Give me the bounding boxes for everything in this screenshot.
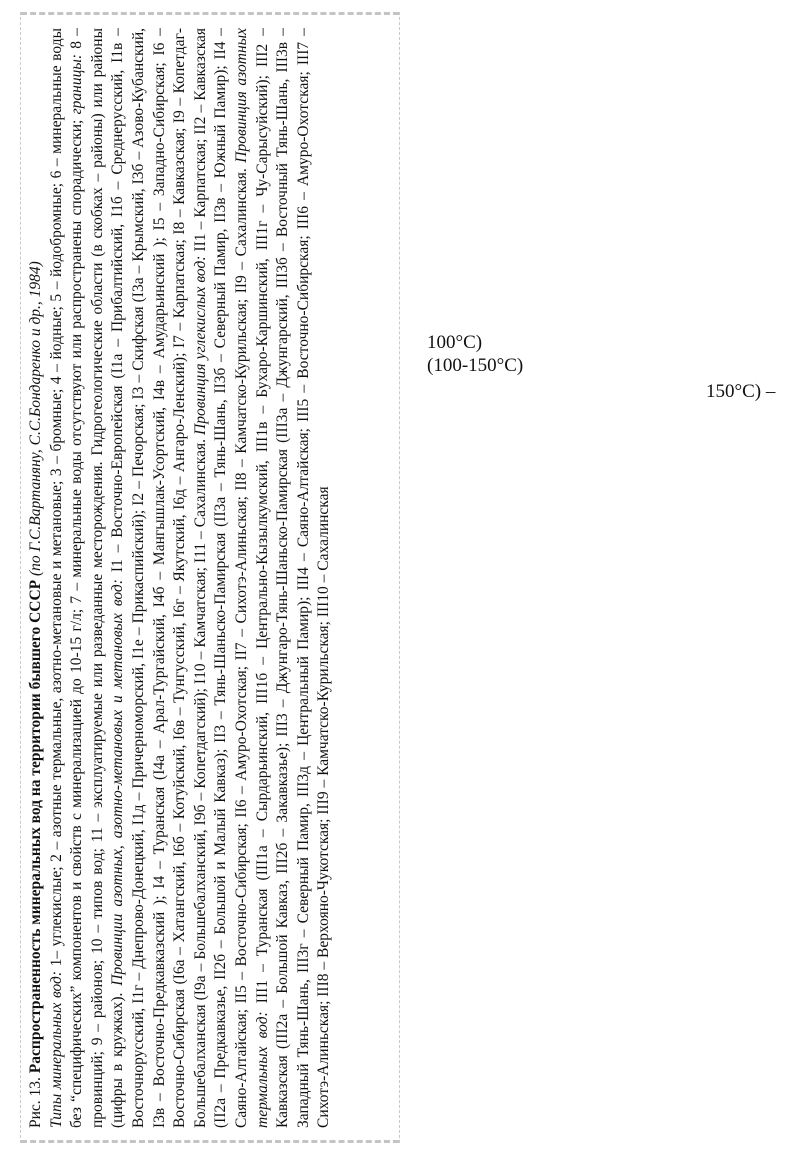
figure-caption-rotated: [26, 28, 376, 1128]
figure-source: (по Г.С.Вартаняну, С.С.Бондаренко и др., 1984): [27, 261, 44, 576]
figure-legend: [47, 28, 335, 1128]
provinces-nitrogen-label: Провинции азотных, азотно-метановых и метановых вод:: [109, 579, 127, 986]
provinces-carbonic-text: II1 – Карпатская; II2 – Кавказская (II2a – Предкавказье, II2б – Большой и Малый Кавказ); II3 – Тянь-Шаньско-Памирская (II3a – Тянь-Шань, II3б – Северный Памир, II3в – Южный Памир); II4 – Саяно-Алтайская; II5 – Восточно-Сибирская; II6 – Амуро-Охотская; II7 – Сихотэ-Алиньская; II8 – Камчатско-Курильская; II9 – Сахалинская.: [191, 28, 250, 1128]
side-note-temp-1: 100°C): [427, 332, 483, 353]
side-note-temp-2: (100-150°C): [427, 355, 524, 376]
side-note-temp-3: 150°C) –: [706, 381, 776, 402]
types-text: 1– углекислые; 2 – азотные термальные, азотно-метановые и метановые; 3 – бромные; 4 – йодные; 5 – йодобромные; 6 – минеральные воды без “специфических” компонентов и свойств с минерализацией до 10-15 г/л; 7 – минеральные воды отсутствуют или распространены спорадически;: [47, 28, 86, 1128]
provinces-thermal-label: Провинция азотных термальных вод:: [232, 28, 271, 1128]
provinces-carbonic-label: Провинция углекислых вод:: [191, 255, 209, 435]
figure-number: Рис. 13.: [27, 1077, 44, 1128]
figure-title: Распространенность минеральных вод на территории бывшего СССР: [27, 579, 44, 1074]
provinces-thermal-text: III1 – Туранская (III1a – Сырдарьинский, III1б – Центрально-Кызылкумский, III1в – Бухаро-Каршинский, III1г – Чу-Сарысуйский); III2 – Кавказская (III2a – Большой Кавказ, III2б – Закавказье); III3 – Джунгаро-Тянь-Шаньско-Памирская (III3a – Джунгарский, III3б – Восточный Тянь-Шань, III3в – Западный Тянь-Шань, III3г – Северный Памир, III3д – Центральный Памир); III4 – Саяно-Алтайская; III5 – Восточно-Сибирская; III6 – Амуро-Охотская; III7 – Сихотэ-Алиньская; III8 – Верхояно-Чукотская; III9 – Камчатско-Курильская; III10 – Сахалинская: [253, 28, 333, 1128]
provinces-nitrogen-text: I1 – Восточно-Европейская (I1a – Прибалтийский, I1б – Среднерусский, I1в – Восточнорусский, I1г – Днепрово-Донецкий, I1д – Причерноморский, I1е – Прикаспийский); I2 – Печорская; I3 – Скифская (I3a – Крымский, I3б – Азово-Кубанский, I3в – Восточно-Предкавказский ); I4 – Туранская (I4a – Арал-Тургайский, I4б – Мангышлак-Усортский, I4в – Амударьинский ); I5 – Западно-Сибирская; I6 – Восточно-Сибирская (I6a – Хатангский, I6б – Котуйский, I6в – Тунгусский, I6г – Якутский, I6д – Ангаро-Ленский); I7 – Карпатская; I8 – Кавказская; I9 – Копетдаг-Большебалханская (I9a – Большебалханский, I9б – Копетдагский); I10 – Камчатская; I11 – Сахалинская.: [109, 28, 209, 1128]
boundaries-label: границы:: [68, 54, 86, 115]
figure-title-line: [26, 28, 47, 1128]
types-label: Типы минеральных вод:: [47, 970, 65, 1128]
boundaries-text: 8 – провинций; 9 – районов; 10 – типов вод; 11 – эксплуатируемые или разведанные месторождения. Гидрогеологические области (в скобках – районы) или районы (цифры в кружках).: [68, 28, 127, 1128]
